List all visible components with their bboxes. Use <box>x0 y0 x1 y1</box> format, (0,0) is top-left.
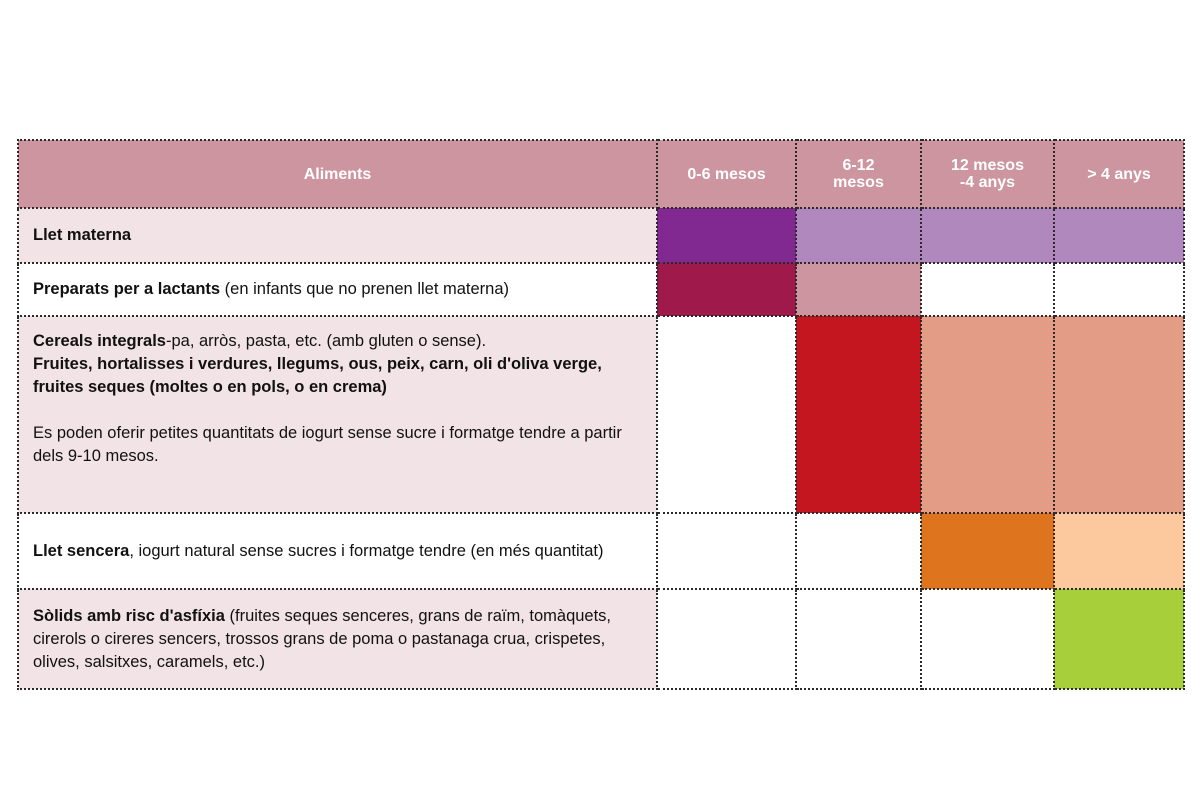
header-age-6-12-line2: mesos <box>833 174 884 191</box>
table-row-breast-milk <box>18 208 1184 263</box>
table-row-cereals <box>18 316 1184 513</box>
age-cell <box>796 589 921 689</box>
age-cell <box>1054 263 1184 316</box>
header-age-12-48-line2: -4 anys <box>959 174 1016 191</box>
age-cell <box>796 316 921 513</box>
age-cell <box>657 263 796 316</box>
header-foods: Aliments <box>18 140 657 208</box>
header-row <box>18 140 1184 208</box>
row-label-text: (en infants que no prenen llet materna) <box>220 280 510 298</box>
row-label-bold: Cereals integrals <box>33 332 166 350</box>
age-cell <box>921 208 1054 263</box>
age-cell <box>1054 316 1184 513</box>
age-cell <box>921 589 1054 689</box>
header-age-12-48-line1: 12 mesos <box>951 157 1024 174</box>
age-cell <box>657 513 796 589</box>
row-label-bold: Preparats per a lactants <box>33 280 221 298</box>
table-row-choking-risk <box>18 589 1184 689</box>
row-label <box>18 513 657 589</box>
age-cell <box>1054 589 1184 689</box>
age-cell <box>1054 513 1184 589</box>
age-cell <box>657 589 796 689</box>
row-label-bold-2: Fruites, hortalisses i verdures, llegums, ous, peix, carn, oli d'oliva verge, fruites seques (moltes o en pols, o en crema) <box>33 355 602 396</box>
age-cell <box>921 316 1054 513</box>
age-cell <box>921 513 1054 589</box>
header-age-12-48 <box>921 140 1054 208</box>
row-label <box>18 589 657 689</box>
age-cell <box>921 263 1054 316</box>
age-cell <box>796 263 921 316</box>
spacer <box>33 399 642 422</box>
header-age-6-12 <box>796 140 921 208</box>
row-label-text: , iogurt natural sense sucres i formatge tendre (en més quantitat) <box>129 541 604 560</box>
row-label-text: -pa, arròs, pasta, etc. (amb gluten o sense). <box>165 332 487 350</box>
age-cell <box>657 208 796 263</box>
row-label-bold: Sòlids amb risc d'asfíxia <box>33 606 225 625</box>
header-age-4-plus: > 4 anys <box>1054 140 1184 208</box>
header-age-6-12-line1: 6-12 <box>842 157 875 174</box>
row-label-bold: Llet materna <box>33 226 132 244</box>
food-introduction-table <box>17 139 1185 690</box>
age-cell <box>657 316 796 513</box>
row-label <box>18 263 657 316</box>
age-cell <box>1054 208 1184 263</box>
table-row-infant-formula <box>18 263 1184 316</box>
age-cell <box>796 208 921 263</box>
row-label-bold: Llet sencera <box>33 541 130 560</box>
row-label-note: Es poden oferir petites quantitats de iogurt sense sucre i formatge tendre a partir dels 9-10 mesos. <box>33 424 622 465</box>
row-label <box>18 316 657 513</box>
header-age-0-6: 0-6 mesos <box>657 140 796 208</box>
row-label-text: (fruites seques senceres, grans de raïm, tomàquets, cirerols o cireres sencers, trossos grans de poma o pastanaga crua, crispetes, olives, salsitxes, caramels, etc.) <box>33 606 612 671</box>
food-introduction-table-container <box>17 139 1183 690</box>
table-row-whole-milk <box>18 513 1184 589</box>
row-label <box>18 208 657 263</box>
age-cell <box>796 513 921 589</box>
